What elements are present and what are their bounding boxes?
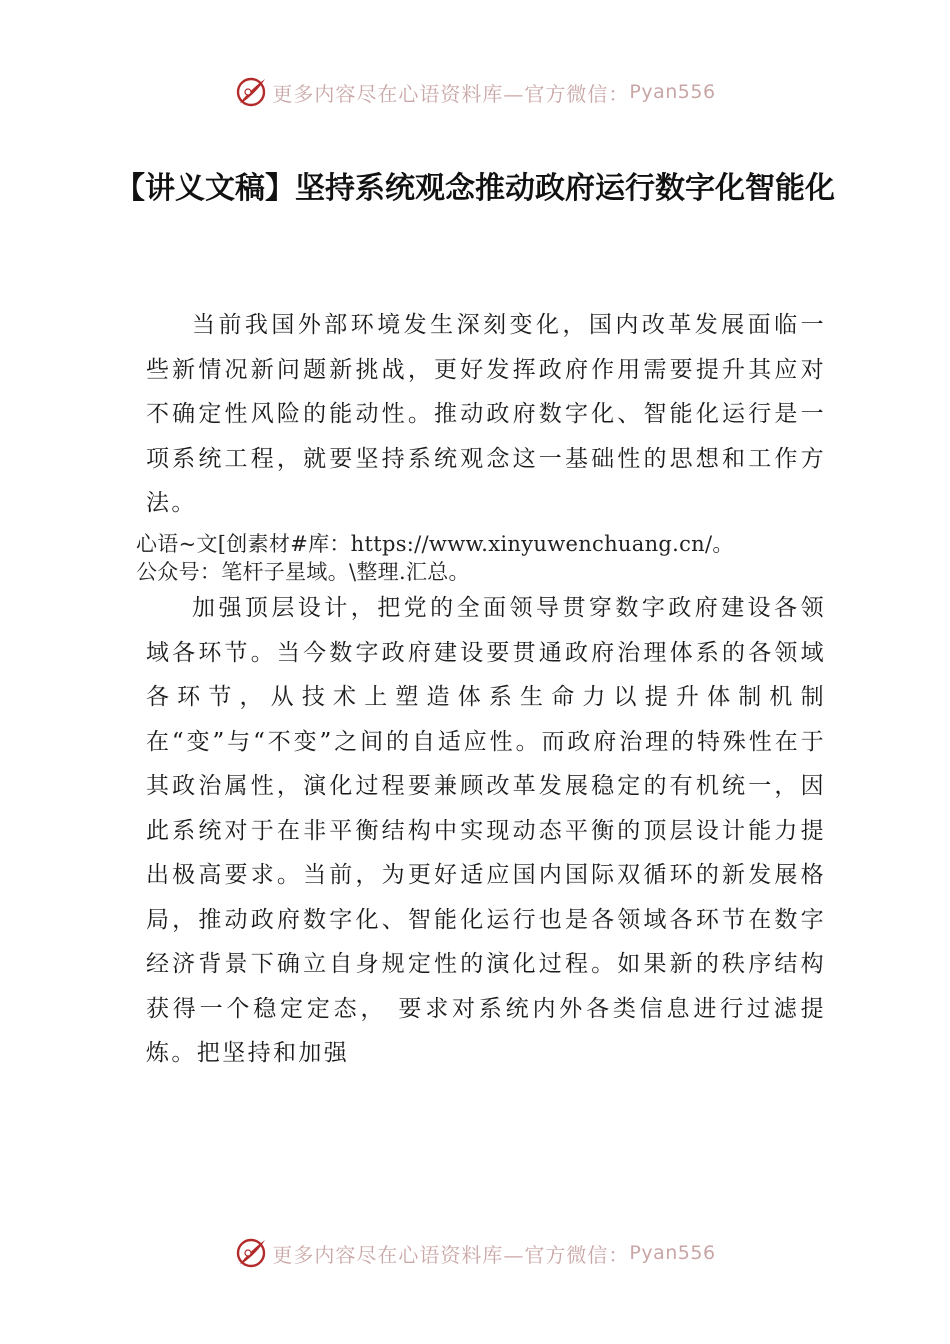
quill-logo-icon: [234, 1236, 268, 1270]
header-banner: [0, 72, 950, 112]
footer-banner: [0, 1233, 950, 1273]
source-note-line-2: 公众号：笔杆子星域。\整理.汇总。: [136, 560, 470, 584]
footer-wechat-id: Pyan556: [629, 1242, 716, 1264]
source-note: [136, 530, 856, 586]
header-slogan: 更多内容尽在心语资料库—官方微信：: [272, 81, 630, 106]
paragraph-1: 当前我国外部环境发生深刻变化，国内改革发展面临一些新情况新问题新挑战，更好发挥政府作用需要提升其应对不确定性风险的能动性。推动政府数字化、智能化运行是一项系统工程，就要坚持系统观念这一基础性的思想和工作方法。: [146, 312, 826, 516]
quill-logo-icon: [234, 75, 268, 109]
paragraph-2: 加强顶层设计，把党的全面领导贯穿数字政府建设各领域各环节。当今数字政府建设要贯通政府治理体系的各领域各环节，从技术上塑造体系生命力以提升体制机制在“变”与“不变”之间的自适应性。而政府治理的特殊性在于其政治属性，演化过程要兼顾改革发展稳定的有机统一，因此系统对于在非平衡结构中实现动态平衡的顶层设计能力提出极高要求。当前，为更好适应国内国际双循环的新发展格局，推动政府数字化、智能化运行也是各领域各环节在数字经济背景下确立自身规定性的演化过程。如果新的秩序结构获得一个稳定定态， 要求对系统内外各类信息进行过滤提炼。把坚持和加强: [146, 595, 826, 1066]
header-wechat-id: Pyan556: [629, 81, 716, 103]
source-note-line-1: 心语~文[创素材#库：https://www.xinyuwenchuang.cn/。: [136, 532, 734, 556]
document-title: 【讲义文稿】坚持系统观念推动政府运行数字化智能化: [115, 171, 835, 206]
footer-slogan: 更多内容尽在心语资料库—官方微信：: [272, 1242, 630, 1267]
